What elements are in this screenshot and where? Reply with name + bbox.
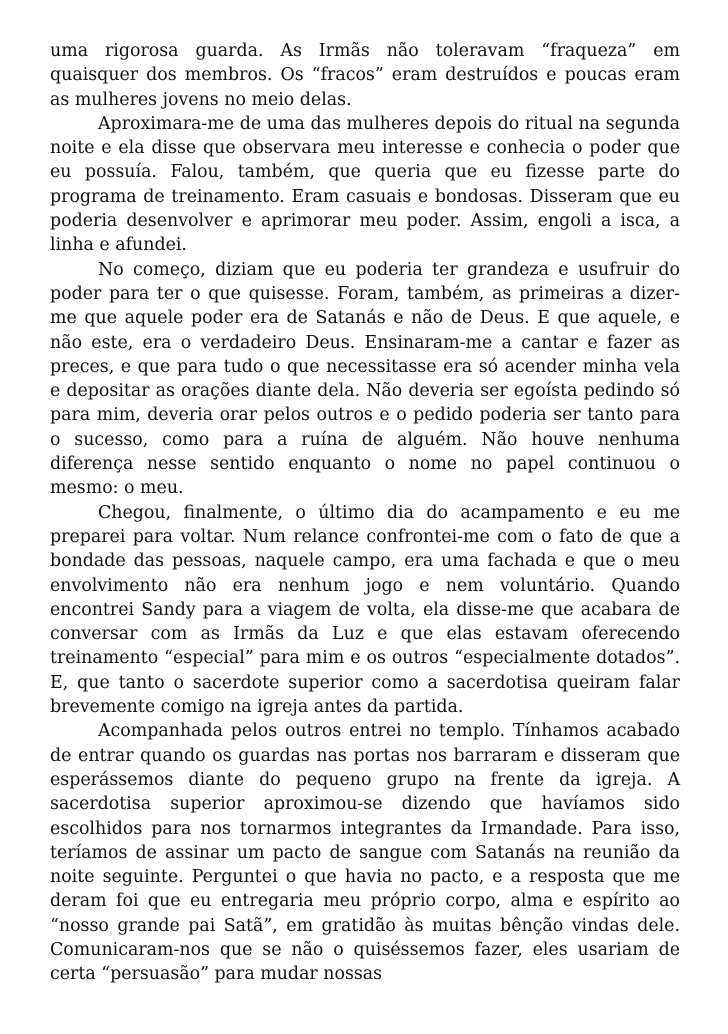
- paragraph-4: Chegou, finalmente, o último dia do acampamento e eu me preparei para voltar. Num relance confrontei-me com o fato de que a bondade das pessoas, naquele campo, era uma fachada e que o meu envolvimento não era nenhum jogo e nem voluntário. Quando encontrei Sandy para a viagem de volta, ela disse-me que acabara de conversar com as Irmãs da Luz e que elas estavam oferecendo treinamento “especial” para mim e os outros “especialmente dotados”. E, que tanto o sacerdote superior como a sacerdotisa queiram falar brevemente comigo na igreja antes da partida.: [50, 502, 680, 718]
- document-page: [50, 39, 680, 987]
- paragraph-3: No começo, diziam que eu poderia ter grandeza e usufruir do poder para ter o que quisesse. Foram, também, as primeiras a dizer-me que aquele poder era de Satanás e não de Deus. E que aquele, e não este, era o verdadeiro Deus. Ensinaram-me a cantar e fazer as preces, e que para tudo o que necessitasse era só acender minha vela e depositar as orações diante dela. Não deveria ser egoísta pedindo só para mim, deveria orar pelos outros e o pedido poderia ser tanto para o sucesso, como para a ruína de alguém. Não houve nenhuma diferença nesse sentido enquanto o nome no papel continuou o mesmo: o meu.: [50, 259, 680, 499]
- paragraph-5: Acompanhada pelos outros entrei no templo. Tínhamos acabado de entrar quando os guardas nas portas nos barraram e disseram que esperássemos diante do pequeno grupo na frente da igreja. A sacerdotisa superior aproximou-se dizendo que havíamos sido escolhidos para nos tornarmos integrantes da Irmandade. Para isso, teríamos de assinar um pacto de sangue com Satanás na reunião da noite seguinte. Perguntei o que havia no pacto, e a resposta que me deram foi que eu entregaria meu próprio corpo, alma e espírito ao “nosso grande pai Satã”, em gratidão às muitas bênção vindas dele. Comunicaram-nos que se não o quiséssemos fazer, eles usariam de certa “persuasão” para mudar nossas: [50, 721, 680, 985]
- paragraph-1: uma rigorosa guarda. As Irmãs não toleravam “fraqueza” em quaisquer dos membros. Os “fracos” eram destruídos e poucas eram as mulheres jovens no meio delas.: [50, 41, 680, 110]
- paragraph-2: Aproximara-me de uma das mulheres depois do ritual na segunda noite e ela disse que observara meu interesse e conhecia o poder que eu possuía. Falou, também, que queria que eu fizesse parte do programa de treinamento. Eram casuais e bondosas. Disseram que eu poderia desenvolver e aprimorar meu poder. Assim, engoli a isca, a linha e afundei.: [50, 113, 680, 256]
